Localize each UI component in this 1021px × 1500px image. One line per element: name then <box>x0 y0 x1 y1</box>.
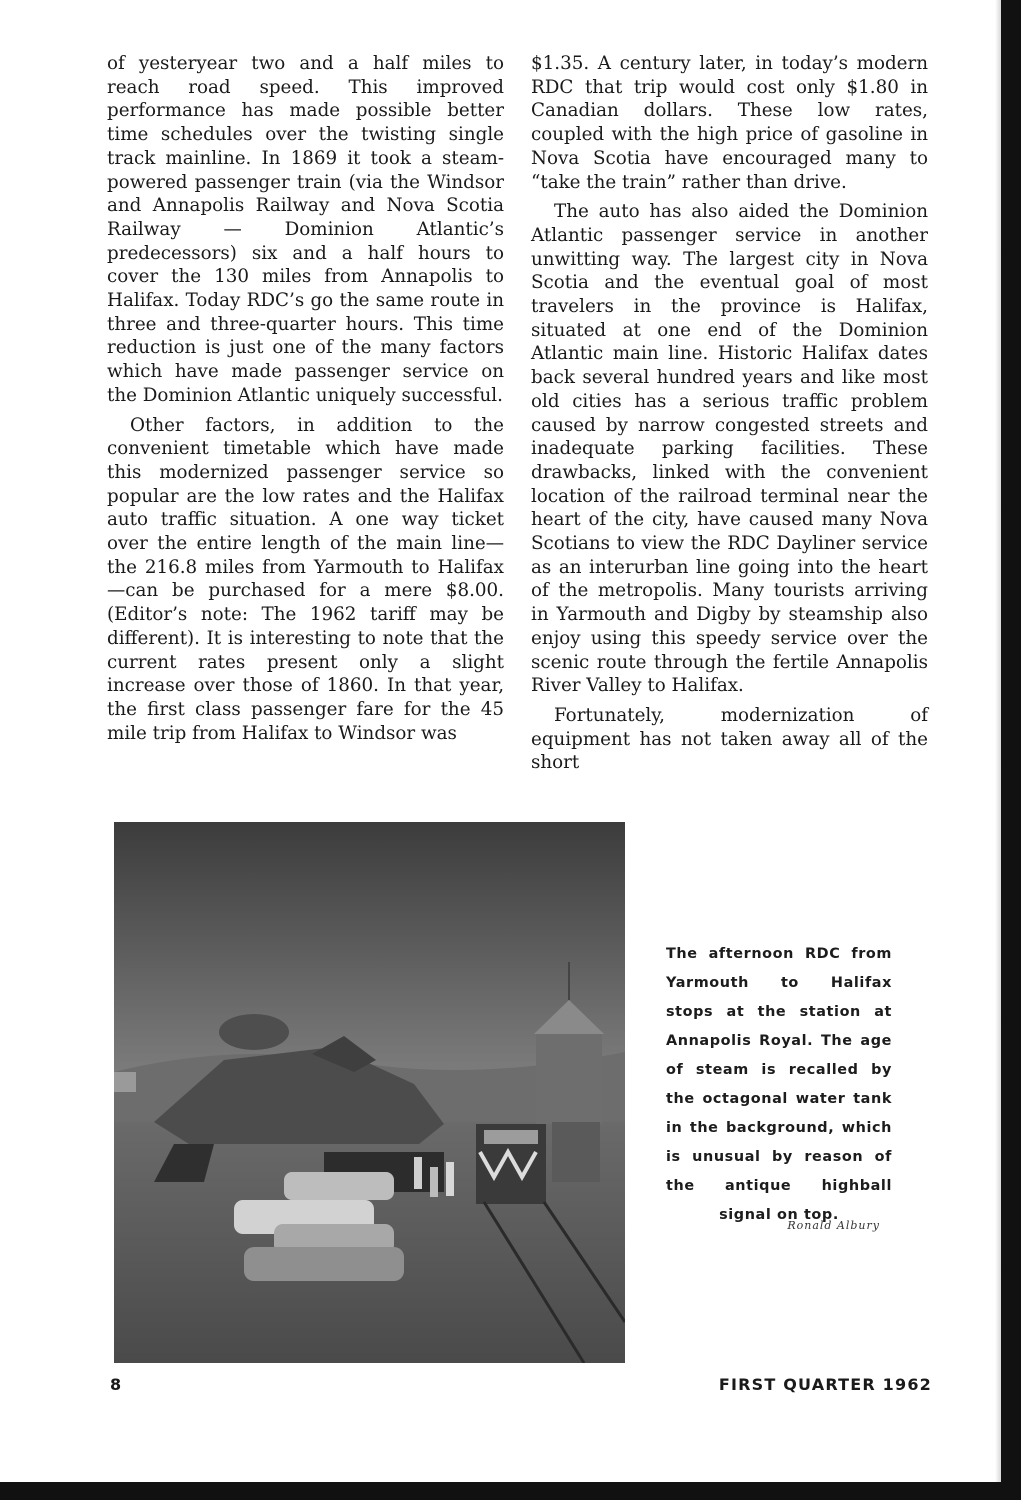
passenger-figure <box>430 1167 438 1197</box>
tank-base <box>552 1122 600 1182</box>
tree <box>219 1014 289 1050</box>
right-text-column <box>531 52 928 775</box>
scan-edge-shadow <box>995 0 1001 1482</box>
distant-shed <box>114 1072 136 1092</box>
parked-car <box>244 1247 404 1281</box>
passenger-figure <box>446 1162 454 1196</box>
passenger-figure <box>414 1157 422 1189</box>
water-tank <box>536 1034 602 1124</box>
scan-border-bottom <box>0 1482 1021 1500</box>
photo-credit: Ronald Albury <box>787 1219 880 1232</box>
page-number: 8 <box>110 1375 122 1394</box>
parked-car <box>284 1172 394 1200</box>
paragraph: Other factors, in addition to the convenient timetable which have made this modernized passenger service so popular are the low rates and the Halifax auto traffic situation. A one way ticket over the entire length of the main line—the 216.8 miles from Yarmouth to Halifax—can be purchased for a mere $8.00. (Editor’s note: The 1962 tariff may be different). It is interesting to note that the current rates present only a slight increase over those of 1860. In that year, the first class passenger fare for the 45 mile trip from Halifax to Windsor was <box>107 414 504 744</box>
photo-caption: The afternoon RDC from Yarmouth to Halifax stops at the station at Annapolis Royal. The age of steam is recalled by the octagonal water tank in the background, which is unusual by reason of the antique highball signal on top. <box>666 946 892 1223</box>
issue-footer: FIRST QUARTER 1962 <box>718 1375 932 1394</box>
scan-border-right <box>1001 0 1021 1500</box>
station-photo-illustration <box>114 822 625 1363</box>
station-photograph <box>114 822 625 1363</box>
paragraph: Fortunately, modernization of equipment has not taken away all of the short <box>531 704 928 774</box>
left-text-column <box>107 52 504 745</box>
rdc-windshield <box>484 1130 538 1144</box>
paragraph: The auto has also aided the Dominion Atlantic passenger service in another unwitting way. The largest city in Nova Scotia and the eventual goal of most travelers in the province is Halifax, situated at one end of the Dominion Atlantic main line. Historic Halifax dates back several hundred years and like most old cities has a serious traffic problem caused by narrow congested streets and inadequate parking facilities. These drawbacks, linked with the convenient location of the railroad terminal near the heart of the city, have caused many Nova Scotians to view the RDC Dayliner service as an interurban line going into the heart of the metropolis. Many tourists arriving in Yarmouth and Digby by steamship also enjoy using this speedy service over the scenic route through the fertile Annapolis River Valley to Halifax. <box>531 201 928 697</box>
paragraph: $1.35. A century later, in today’s modern RDC that trip would cost only $1.80 in Canadian dollars. These low rates, coupled with the high price of gasoline in Nova Scotia have encouraged many to “take the train” rather than drive. <box>531 53 928 193</box>
paragraph: of yesteryear two and a half miles to reach road speed. This improved performance has made possible better time schedules over the twisting single track mainline. In 1869 it took a steam-powered passenger train (via the Windsor and Annapolis Railway and Nova Scotia Railway — Dominion Atlantic’s predecessors) six and a half hours to cover the 130 miles from Annapolis to Halifax. Today RDC’s go the same route in three and three-quarter hours. This time reduction is just one of the many factors which have made passenger service on the Dominion Atlantic uniquely successful. <box>107 53 504 406</box>
